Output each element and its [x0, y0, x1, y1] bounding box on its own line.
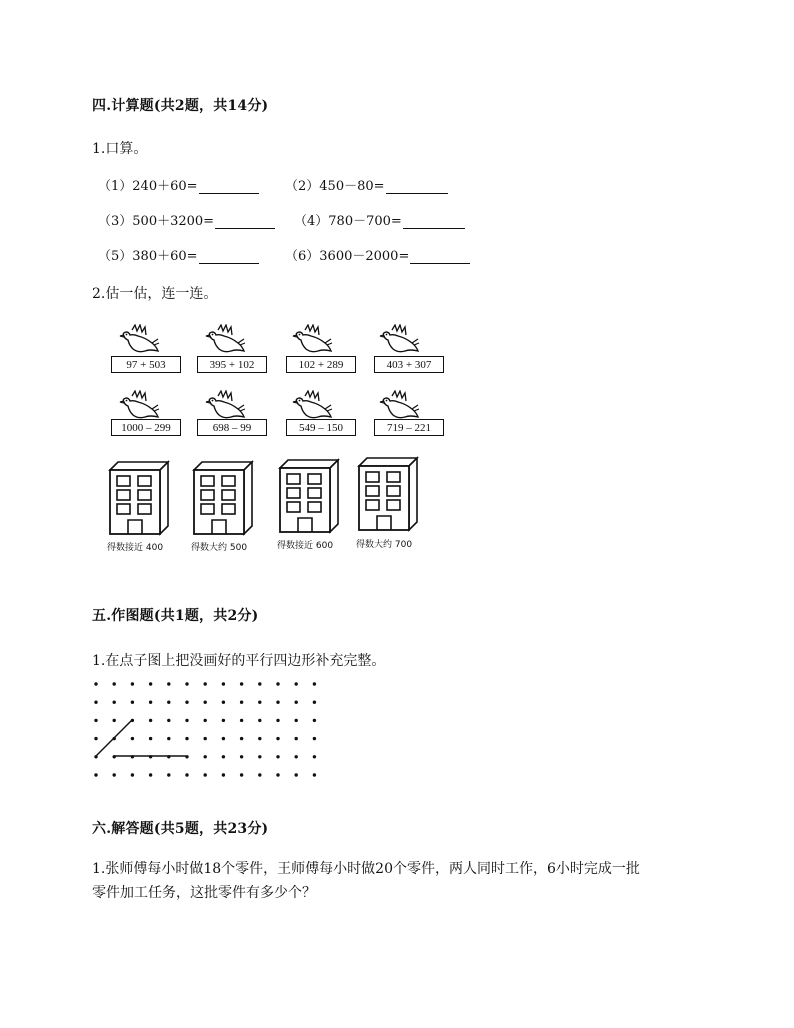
question-oral-calc-prompt: 1.口算。 — [92, 141, 148, 157]
word-problem-line-2: 零件加工任务，这批零件有多少个？ — [92, 885, 316, 901]
dot-grid[interactable] — [88, 676, 328, 781]
grid-dot[interactable] — [131, 737, 134, 740]
grid-dot[interactable] — [276, 701, 279, 704]
grid-dot[interactable] — [149, 737, 152, 740]
grid-dot[interactable] — [94, 682, 97, 685]
grid-dot[interactable] — [149, 701, 152, 704]
section-title-word-problems: 六.解答题(共5题，共23分) — [92, 821, 269, 837]
answer-blank[interactable] — [199, 249, 259, 264]
grid-dot[interactable] — [276, 737, 279, 740]
grid-dot[interactable] — [258, 701, 261, 704]
grid-dot[interactable] — [240, 737, 243, 740]
grid-dot[interactable] — [222, 773, 225, 776]
calc-item-number: （1） — [98, 179, 133, 194]
bird-expression-label[interactable]: 719 – 221 — [374, 419, 444, 436]
grid-dot[interactable] — [295, 737, 298, 740]
building-icon[interactable] — [108, 460, 170, 538]
bird-icon — [118, 390, 160, 420]
grid-dot[interactable] — [222, 682, 225, 685]
grid-dot[interactable] — [258, 773, 261, 776]
grid-dot[interactable] — [276, 719, 279, 722]
grid-dot[interactable] — [222, 701, 225, 704]
answer-blank[interactable] — [410, 249, 470, 264]
building-icon[interactable] — [192, 460, 254, 538]
bird-expression-label[interactable]: 395 + 102 — [197, 356, 267, 373]
calc-item-number: （6） — [285, 249, 320, 264]
bird-expression-label[interactable]: 549 – 150 — [286, 419, 356, 436]
grid-dot[interactable] — [149, 682, 152, 685]
bird-expression-label[interactable]: 102 + 289 — [286, 356, 356, 373]
calc-item-2 — [285, 175, 448, 194]
grid-dot[interactable] — [94, 773, 97, 776]
grid-dot[interactable] — [131, 773, 134, 776]
calc-item-6 — [285, 245, 470, 264]
calc-item-5 — [98, 245, 259, 264]
answer-blank[interactable] — [386, 179, 448, 194]
grid-dot[interactable] — [240, 701, 243, 704]
grid-dot[interactable] — [204, 773, 207, 776]
grid-dot[interactable] — [276, 755, 279, 758]
grid-dot[interactable] — [295, 719, 298, 722]
building-caption: 得数接近 600 — [277, 541, 334, 551]
word-problem-line-1: 1.张师傅每小时做18个零件，王师傅每小时做20个零件，两人同时工作，6小时完成一批 — [92, 861, 640, 877]
calc-item-4 — [294, 210, 465, 229]
grid-dot[interactable] — [295, 755, 298, 758]
bird-icon — [378, 324, 420, 354]
question-parallelogram-prompt: 1.在点子图上把没画好的平行四边形补充完整。 — [92, 653, 386, 669]
grid-dot[interactable] — [295, 773, 298, 776]
grid-dot[interactable] — [94, 719, 97, 722]
answer-blank[interactable] — [215, 214, 275, 229]
building-icon[interactable] — [278, 458, 340, 536]
grid-dot[interactable] — [94, 737, 97, 740]
answer-blank[interactable] — [403, 214, 465, 229]
grid-dot[interactable] — [185, 773, 188, 776]
grid-dot[interactable] — [276, 682, 279, 685]
calc-item-expression: 240＋60= — [132, 179, 198, 194]
grid-dot[interactable] — [313, 719, 316, 722]
grid-dot[interactable] — [240, 719, 243, 722]
calc-item-expression: 780－700= — [328, 214, 402, 229]
grid-dot[interactable] — [185, 719, 188, 722]
calc-item-expression: 500＋3200= — [132, 214, 215, 229]
grid-dot[interactable] — [204, 719, 207, 722]
grid-dot[interactable] — [222, 719, 225, 722]
grid-dot[interactable] — [167, 719, 170, 722]
bird-icon — [291, 324, 333, 354]
grid-dot[interactable] — [185, 682, 188, 685]
grid-dot[interactable] — [204, 701, 207, 704]
grid-dot[interactable] — [204, 682, 207, 685]
grid-dot[interactable] — [113, 701, 116, 704]
bird-icon — [378, 390, 420, 420]
grid-dot[interactable] — [185, 701, 188, 704]
grid-dot[interactable] — [258, 737, 261, 740]
calc-item-expression: 3600－2000= — [319, 249, 410, 264]
bird-icon — [291, 390, 333, 420]
bird-expression-label[interactable]: 698 – 99 — [197, 419, 267, 436]
calc-item-number: （4） — [294, 214, 329, 229]
building-icon[interactable] — [357, 456, 419, 534]
bird-icon — [118, 324, 160, 354]
grid-dot[interactable] — [204, 737, 207, 740]
bird-expression-label[interactable]: 1000 – 299 — [111, 419, 181, 436]
calc-item-1 — [98, 175, 259, 194]
grid-dot[interactable] — [313, 737, 316, 740]
grid-dot[interactable] — [167, 682, 170, 685]
answer-blank[interactable] — [199, 179, 259, 194]
grid-dot[interactable] — [113, 682, 116, 685]
grid-dot[interactable] — [258, 682, 261, 685]
grid-dot[interactable] — [222, 737, 225, 740]
bird-icon — [204, 390, 246, 420]
grid-dot[interactable] — [295, 701, 298, 704]
calc-item-number: （2） — [285, 179, 320, 194]
grid-dot[interactable] — [313, 755, 316, 758]
grid-dot[interactable] — [131, 701, 134, 704]
bird-expression-label[interactable]: 403 + 307 — [374, 356, 444, 373]
question-estimate-prompt: 2.估一估，连一连。 — [92, 286, 218, 302]
calc-item-number: （5） — [98, 249, 133, 264]
building-caption: 得数接近 400 — [107, 543, 164, 553]
grid-dot[interactable] — [167, 737, 170, 740]
section-title-calculation: 四.计算题(共2题，共14分) — [92, 98, 269, 114]
calc-item-expression: 450－80= — [319, 179, 385, 194]
grid-dot[interactable] — [113, 773, 116, 776]
grid-dot[interactable] — [313, 682, 316, 685]
grid-dot[interactable] — [167, 773, 170, 776]
grid-dot[interactable] — [295, 682, 298, 685]
grid-dot[interactable] — [167, 701, 170, 704]
bird-icon — [204, 324, 246, 354]
grid-dot[interactable] — [185, 737, 188, 740]
building-caption: 得数大约 700 — [356, 540, 413, 550]
grid-dot[interactable] — [240, 773, 243, 776]
building-caption: 得数大约 500 — [191, 543, 248, 553]
grid-dot[interactable] — [131, 682, 134, 685]
grid-dot[interactable] — [149, 719, 152, 722]
grid-dot[interactable] — [313, 701, 316, 704]
calc-item-expression: 380＋60= — [132, 249, 198, 264]
bird-expression-label[interactable]: 97 + 503 — [111, 356, 181, 373]
grid-dot[interactable] — [258, 719, 261, 722]
parallelogram-slant-side — [96, 720, 132, 756]
grid-dot[interactable] — [204, 755, 207, 758]
grid-dot[interactable] — [313, 773, 316, 776]
calc-item-3 — [98, 210, 275, 229]
section-title-drawing: 五.作图题(共1题，共2分) — [92, 608, 259, 624]
grid-dot[interactable] — [276, 773, 279, 776]
grid-dot[interactable] — [113, 719, 116, 722]
calc-item-number: （3） — [98, 214, 133, 229]
grid-dot[interactable] — [149, 773, 152, 776]
grid-dot[interactable] — [240, 755, 243, 758]
grid-dot[interactable] — [240, 682, 243, 685]
grid-dot[interactable] — [222, 755, 225, 758]
grid-dot[interactable] — [94, 701, 97, 704]
grid-dot[interactable] — [258, 755, 261, 758]
